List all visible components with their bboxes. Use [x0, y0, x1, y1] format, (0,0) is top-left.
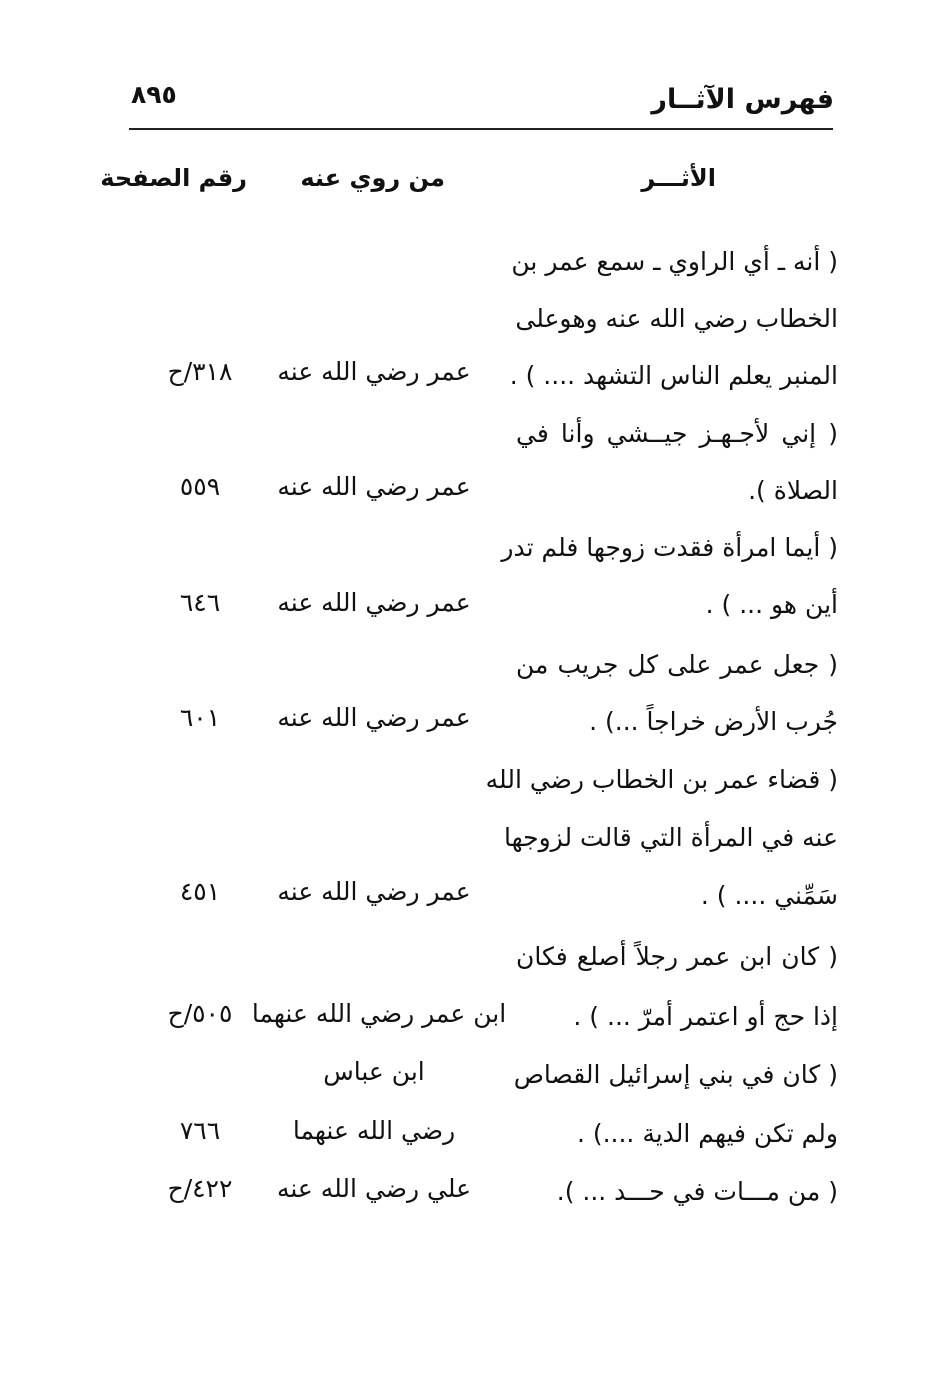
- entry-narrator: ابن عمر رضي الله عنهما: [251, 999, 507, 1028]
- entry-text-line: ( كان ابن عمر رجلاً أصلع فكان: [516, 942, 838, 971]
- entry-text-line: إذا حج أو اعتمر أمرّ ... ) .: [573, 1002, 838, 1031]
- entry-text-line: ولم تكن فيهم الدية ....) .: [576, 1119, 838, 1148]
- entry-text-line: سَمِّني .... ) .: [700, 881, 838, 910]
- running-title: فهرس الآثــار: [651, 84, 834, 115]
- column-header-page-number: رقم الصفحة: [100, 164, 247, 192]
- entry-narrator: عمر رضي الله عنه: [277, 877, 471, 906]
- entry-page-number: ٤٥١: [179, 877, 221, 906]
- entry-narrator: عمر رضي الله عنه: [277, 703, 471, 732]
- page-number: ٨٩٥: [131, 80, 177, 109]
- entry-text-line: المنبر يعلم الناس التشهد .... ) .: [509, 361, 838, 390]
- entry-page-number: ٥٠٥/ح: [167, 999, 233, 1028]
- entry-narrator: علي رضي الله عنه: [276, 1174, 472, 1203]
- entry-narrator: عمر رضي الله عنه: [277, 588, 471, 617]
- entry-text-line: ( إني لأجـهـز جيــشي وأنا في: [516, 419, 838, 448]
- entry-page-number: ٣١٨/ح: [167, 357, 233, 386]
- entry-page-number: ٥٥٩: [179, 472, 221, 501]
- entry-narrator: عمر رضي الله عنه: [277, 357, 471, 386]
- entry-text-line: عنه في المرأة التي قالت لزوجها: [504, 823, 838, 852]
- column-header-athar: الأثـــر: [641, 164, 716, 192]
- entry-page-number: ٦٤٦: [179, 588, 221, 617]
- column-header-narrator: من روي عنه: [300, 164, 445, 192]
- entry-page-number: ٦٠١: [179, 703, 221, 732]
- entry-text-line: أين هو ... ) .: [705, 590, 838, 619]
- entry-page-number: ٧٦٦: [179, 1116, 221, 1145]
- entry-text-line: ( أيما امرأة فقدت زوجها فلم تدر: [501, 533, 838, 562]
- entry-text-line: الخطاب رضي الله عنه وهوعلى: [515, 304, 838, 333]
- entry-narrator: ابن عباس: [323, 1057, 425, 1086]
- entry-narrator: عمر رضي الله عنه: [277, 472, 471, 501]
- entry-text-line: الصلاة ).: [748, 476, 838, 505]
- entry-text-line: ( من مـــات في حـــد ... ).: [556, 1177, 838, 1206]
- header-rule: [129, 128, 833, 130]
- entry-page-number: ٤٢٢/ح: [167, 1174, 233, 1203]
- entry-narrator: رضي الله عنهما: [292, 1116, 456, 1145]
- entry-text-line: ( أنه ـ أي الراوي ـ سمع عمر بن: [511, 247, 838, 276]
- entry-text-line: جُرب الأرض خراجاً ...) .: [589, 707, 838, 736]
- entry-text-line: ( كان في بني إسرائيل القصاص: [513, 1060, 838, 1089]
- entry-text-line: ( قضاء عمر بن الخطاب رضي الله: [485, 765, 838, 794]
- entry-text-line: ( جعل عمر على كل جريب من: [516, 650, 838, 679]
